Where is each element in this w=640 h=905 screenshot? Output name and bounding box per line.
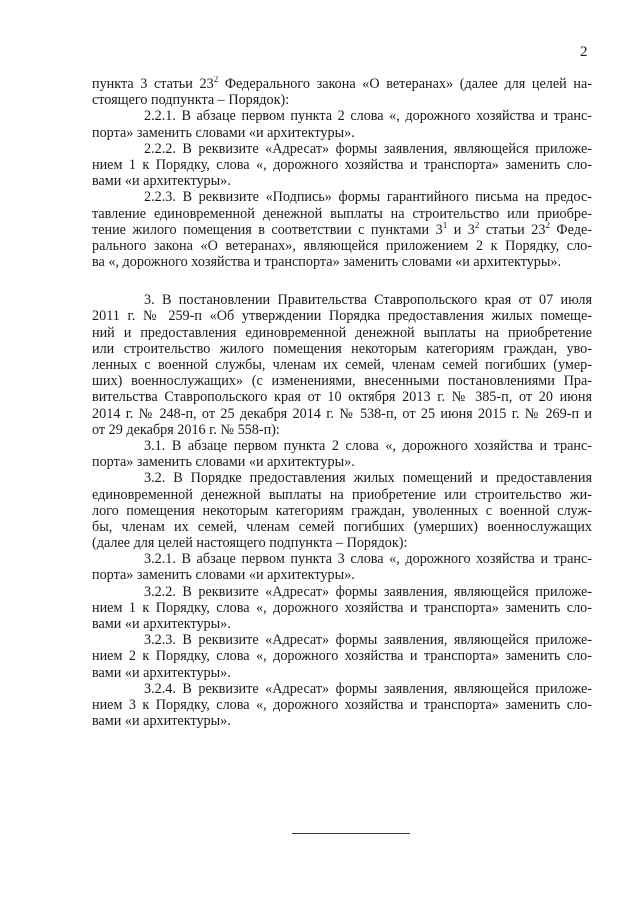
text-line: ших) военнослужащих» (с изменениями, внесенными постановлениями Пра-	[92, 373, 592, 390]
text-line: вами «и архитектуры».	[92, 713, 231, 730]
text-line: порта» заменить словами «и архитектуры».	[92, 124, 355, 141]
document-body	[92, 76, 592, 729]
end-divider	[292, 833, 410, 834]
text-line: или строительство жилого помещения некоторым категориям граждан, уво-	[92, 340, 592, 357]
text-line: ва «, дорожного хозяйства и транспорта» заменить словами «и архитектуры».	[92, 254, 562, 271]
text-line: 3.2.4. В реквизите «Адресат» формы заявления, являющейся приложе-	[144, 680, 592, 697]
text-line: лого помещения некоторым категориям граждан, уволенных с военной служ-	[92, 502, 592, 519]
text-line: 2.2.3. В реквизите «Подпись» формы гарантийного письма на предос-	[144, 189, 592, 206]
text-line: нием 1 к Порядку, слова «, дорожного хозяйства и транспорта» заменить сло-	[92, 156, 592, 173]
text-line: 3.2. В Порядке предоставления жилых помещений и предоставления	[144, 470, 592, 487]
text-line: ленных с военной службы, членам их семей, членам семей погибших (умер-	[92, 357, 592, 373]
text-line: вами «и архитектуры».	[92, 664, 231, 681]
paragraph-gap	[92, 270, 592, 292]
text-line: 2.2.2. В реквизите «Адресат» формы заявления, являющейся приложе-	[144, 140, 592, 157]
text-line: пункта 3 статьи $23^2$ Федерального закона «О ветеранах» (далее для целей на-	[92, 76, 592, 92]
text-line: нием 3 к Порядку, слова «, дорожного хозяйства и транспорта» заменить сло-	[92, 696, 592, 713]
text-line: рального закона «О ветеранах», являющейся приложением 2 к Порядку, сло-	[92, 237, 592, 254]
text-line: 3.2.2. В реквизите «Адресат» формы заявления, являющейся приложе-	[144, 583, 592, 600]
text-line: 3. В постановлении Правительства Ставропольского края от 07 июля	[144, 292, 592, 309]
text-line: стоящего подпункта – Порядок):	[92, 92, 290, 109]
text-line: от 29 декабря 2016 г. № 558-п):	[92, 421, 280, 438]
text-line: вами «и архитектуры».	[92, 616, 231, 632]
text-line: 2011 г. № 259-п «Об утверждении Порядка предоставления жилых помеще-	[92, 308, 592, 325]
text-line: 3.2.1. В абзаце первом пункта 3 слова «, дорожного хозяйства и транс-	[144, 551, 592, 568]
text-line: 2014 г. № 248-п, от 25 декабря 2014 г. № 538-п, от 25 июня 2015 г. № 269-п и	[92, 405, 592, 422]
text-line: порта» заменить словами «и архитектуры».	[92, 454, 355, 471]
text-line: нием 2 к Порядку, слова «, дорожного хозяйства и транспорта» заменить сло-	[92, 648, 592, 665]
text-line: вами «и архитектуры».	[92, 173, 231, 190]
text-line: тение жилого помещения в соответствии с пунктами $3^1$ и $3^2$ статьи $23^2$ Феде-	[92, 221, 592, 238]
text-line: вительства Ставропольского края от 10 октября 2013 г. № 385-п, от 20 июня	[92, 389, 592, 406]
text-line: 3.1. В абзаце первом пункта 2 слова «, дорожного хозяйства и транс-	[144, 437, 592, 454]
text-line: (далее для целей настоящего подпункта – Порядок):	[92, 535, 408, 552]
text-line: единовременной денежной выплаты на приобретение или строительство жи-	[92, 486, 592, 503]
page-number: 2	[580, 44, 588, 60]
text-line: 3.2.3. В реквизите «Адресат» формы заявления, являющейся приложе-	[144, 632, 592, 649]
text-line: ний и предоставления единовременной денежной выплаты на приобретение	[92, 324, 592, 341]
text-line: 2.2.1. В абзаце первом пункта 2 слова «, дорожного хозяйства и транс-	[144, 108, 592, 125]
text-line: тавление единовременной денежной выплаты на строительство или приобре-	[92, 205, 592, 222]
text-line: порта» заменить словами «и архитектуры».	[92, 567, 355, 584]
text-line: бы, членам их семей, членам семей погибших (умерших) военнослужащих	[92, 518, 592, 535]
text-line: нием 1 к Порядку, слова «, дорожного хозяйства и транспорта» заменить сло-	[92, 599, 592, 616]
